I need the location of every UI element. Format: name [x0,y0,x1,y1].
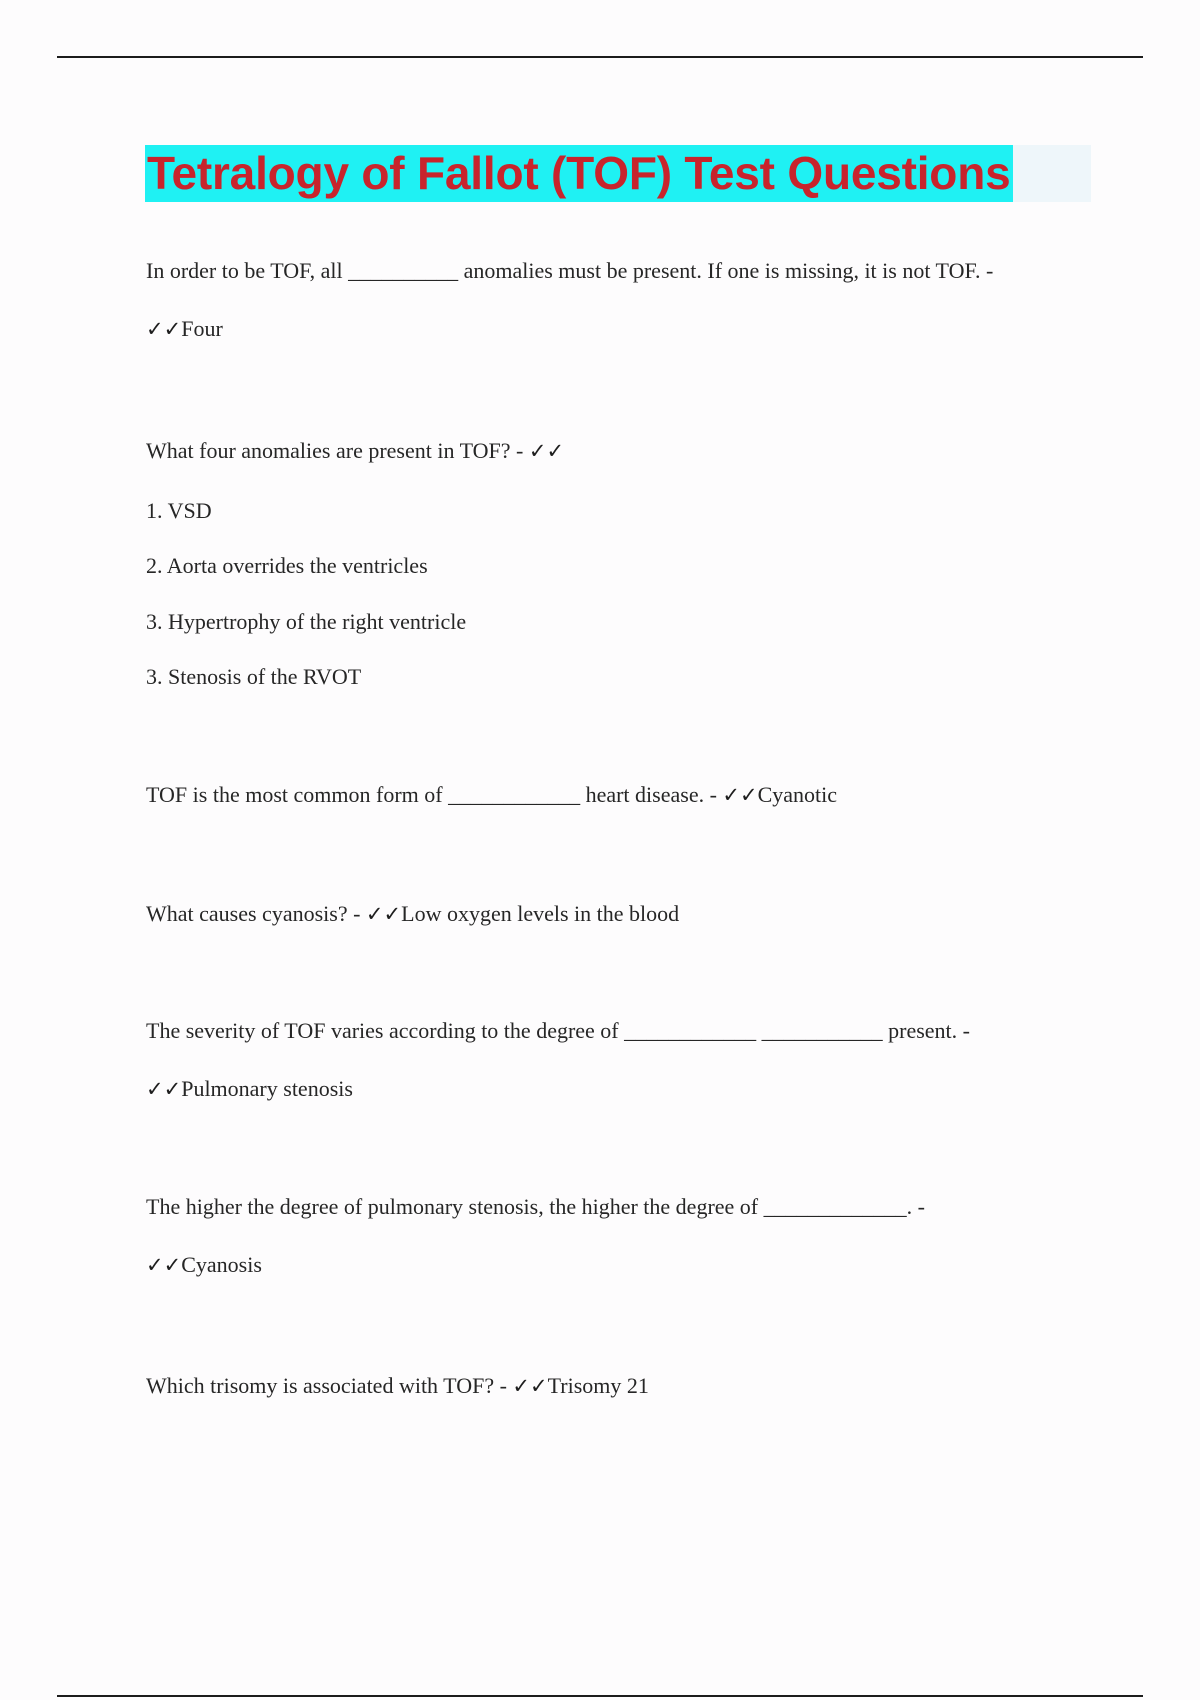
header-rule [57,56,1143,58]
answer-6 [146,1251,262,1279]
question-1 [146,257,993,285]
question-5 [146,1017,970,1045]
answer-7-text: Trisomy 21 [547,1373,649,1398]
answer-4-text: Low oxygen levels in the blood [401,901,680,926]
question-3 [146,781,837,809]
answer-5 [146,1075,353,1103]
answer-1-text: Four [181,316,223,341]
question-7-text: Which trisomy is associated with TOF? - [146,1373,507,1398]
question-4-text: What causes cyanosis? - [146,901,361,926]
page-title: Tetralogy of Fallot (TOF) Test Questions [145,145,1013,202]
footer-rule [57,1695,1143,1697]
question-2 [146,437,564,465]
check-icon: ✓✓ [722,783,758,807]
question-1-text: In order to be TOF, all __________ anomalies must be present. If one is missing, it is not TOF. - [146,258,994,283]
list-item: 1. VSD [146,498,212,523]
answer-1 [146,315,223,343]
answer-5-text: Pulmonary stenosis [181,1076,353,1101]
list-item: 3. Stenosis of the RVOT [146,664,362,689]
title-banner [145,145,1091,202]
answer-6-text: Cyanosis [181,1252,262,1277]
question-5-text: The severity of TOF varies according to the degree of ____________ ___________ present. - [146,1018,970,1043]
list-item: 2. Aorta overrides the ventricles [146,553,428,578]
check-icon: ✓✓ [528,439,565,463]
question-7 [146,1372,649,1400]
question-4 [146,900,679,928]
question-6-text: The higher the degree of pulmonary stenosis, the higher the degree of _____________. - [146,1194,925,1219]
question-3-text: TOF is the most common form of ____________ heart disease. - [146,782,717,807]
check-icon: ✓✓ [146,1253,182,1277]
check-icon: ✓✓ [512,1374,548,1398]
question-6 [146,1193,925,1221]
check-icon: ✓✓ [365,902,402,926]
answer-3-text: Cyanotic [757,782,838,807]
list-item: 3. Hypertrophy of the right ventricle [146,609,467,634]
check-icon: ✓✓ [146,1077,182,1101]
check-icon: ✓✓ [146,317,182,341]
question-2-text: What four anomalies are present in TOF? - [146,438,524,463]
